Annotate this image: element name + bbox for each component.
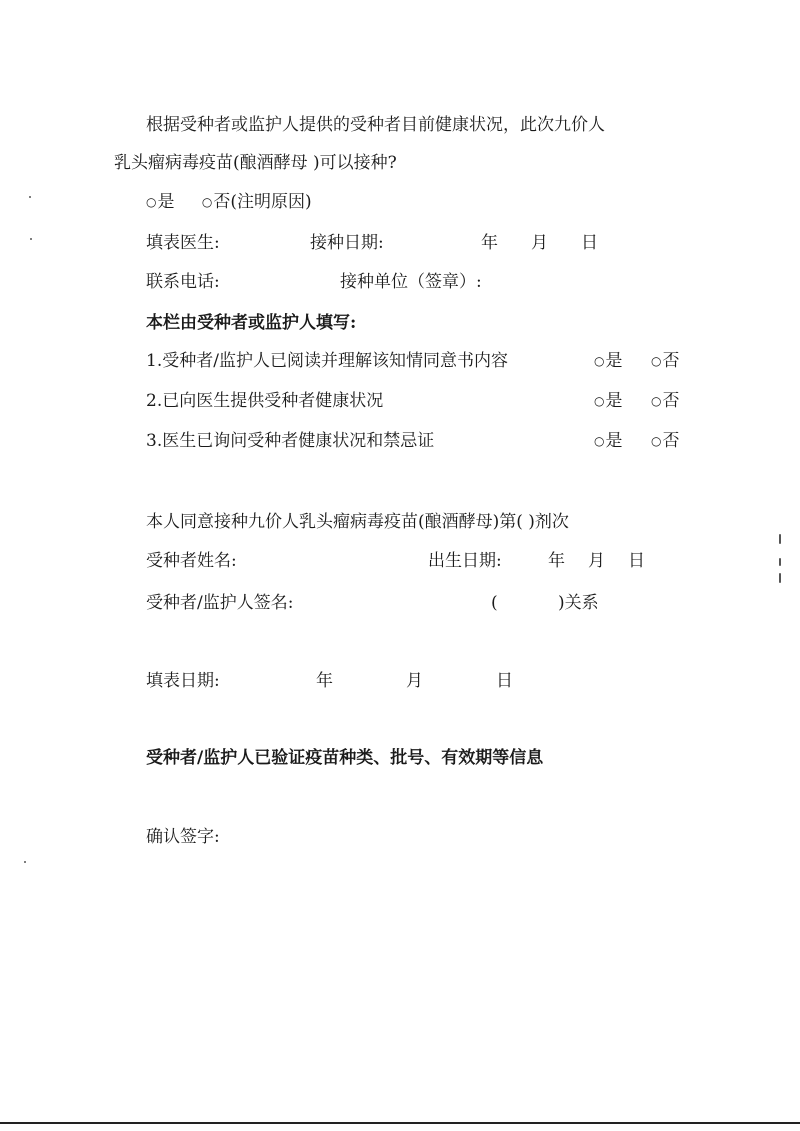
scan-speck	[29, 196, 31, 198]
radio-circle-icon: ○	[651, 434, 662, 448]
checklist-yes-label: 是	[605, 431, 623, 451]
radio-circle-icon: ○	[594, 434, 605, 448]
bottom-edge-line	[0, 1122, 800, 1124]
checklist-item-1-text: 1.受种者/监护人已阅读并理解该知情同意书内容	[146, 351, 508, 371]
checklist-yes-label: 是	[605, 391, 623, 411]
birth-date-day: 日	[628, 551, 645, 571]
radio-circle-icon: ○	[594, 394, 605, 408]
birth-date-month: 月	[588, 551, 605, 571]
checklist-item-3-text: 3.医生已询问受种者健康状况和禁忌证	[146, 431, 435, 451]
radio-circle-icon: ○	[594, 354, 605, 368]
consent-statement: 本人同意接种九价人乳头瘤病毒疫苗(酿酒酵母)第( )剂次	[146, 512, 569, 532]
eligibility-yes-label: 是	[157, 192, 175, 212]
vaccination-date-label: 接种日期:	[310, 233, 384, 253]
scan-speck	[24, 861, 26, 863]
scan-mark	[779, 573, 781, 583]
eligibility-no-option[interactable]	[202, 191, 312, 213]
signature-label: 受种者/监护人签名:	[146, 593, 294, 613]
question-line-2: 乳头瘤病毒疫苗(酿酒酵母 )可以接种?	[114, 153, 397, 173]
checklist-yes-label: 是	[605, 351, 623, 371]
checklist-item-2-text: 2.已向医生提供受种者健康状况	[146, 391, 384, 411]
vaccination-date-year: 年	[481, 233, 498, 253]
radio-circle-icon: ○	[651, 394, 662, 408]
radio-circle-icon: ○	[201, 195, 213, 209]
checklist-item-3-no[interactable]	[651, 430, 679, 452]
eligibility-yes-option[interactable]	[146, 191, 174, 213]
checklist-item-1-yes[interactable]	[594, 350, 622, 372]
question-line-1: 根据受种者或监护人提供的受种者目前健康状况，此次九价人	[146, 115, 605, 135]
eligibility-no-label: 否(注明原因)	[213, 192, 312, 212]
checklist-no-label: 否	[662, 351, 680, 371]
scan-speck	[30, 238, 32, 240]
eligibility-choice	[146, 191, 312, 213]
relation-open: (	[491, 593, 498, 613]
vaccination-unit-label: 接种单位（签章）:	[340, 272, 482, 292]
radio-circle-icon: ○	[651, 354, 662, 368]
scan-mark	[779, 558, 781, 566]
fill-date-day: 日	[496, 671, 513, 691]
section-heading: 本栏由受种者或监护人填写:	[146, 313, 357, 333]
doctor-label: 填表医生:	[146, 233, 220, 253]
fill-date-month: 月	[406, 671, 423, 691]
checklist-item-2-yes[interactable]	[594, 390, 622, 412]
birth-date-year: 年	[548, 551, 565, 571]
verification-statement: 受种者/监护人已验证疫苗种类、批号、有效期等信息	[146, 748, 544, 768]
vaccination-date-month: 月	[531, 233, 548, 253]
scan-mark	[779, 534, 781, 544]
checklist-no-label: 否	[662, 391, 680, 411]
checklist-item-1-no[interactable]	[651, 350, 679, 372]
vaccination-date-day: 日	[581, 233, 598, 253]
checklist-item-3-yes[interactable]	[594, 430, 622, 452]
fill-date-label: 填表日期:	[146, 671, 220, 691]
radio-circle-icon: ○	[146, 195, 157, 209]
phone-label: 联系电话:	[146, 272, 220, 292]
birth-date-label: 出生日期:	[428, 551, 502, 571]
relation-close: )关系	[558, 593, 599, 613]
recipient-name-label: 受种者姓名:	[146, 551, 237, 571]
checklist-no-label: 否	[662, 431, 680, 451]
fill-date-year: 年	[316, 671, 333, 691]
checklist-item-2-no[interactable]	[651, 390, 679, 412]
confirm-signature-label: 确认签字:	[146, 827, 220, 847]
